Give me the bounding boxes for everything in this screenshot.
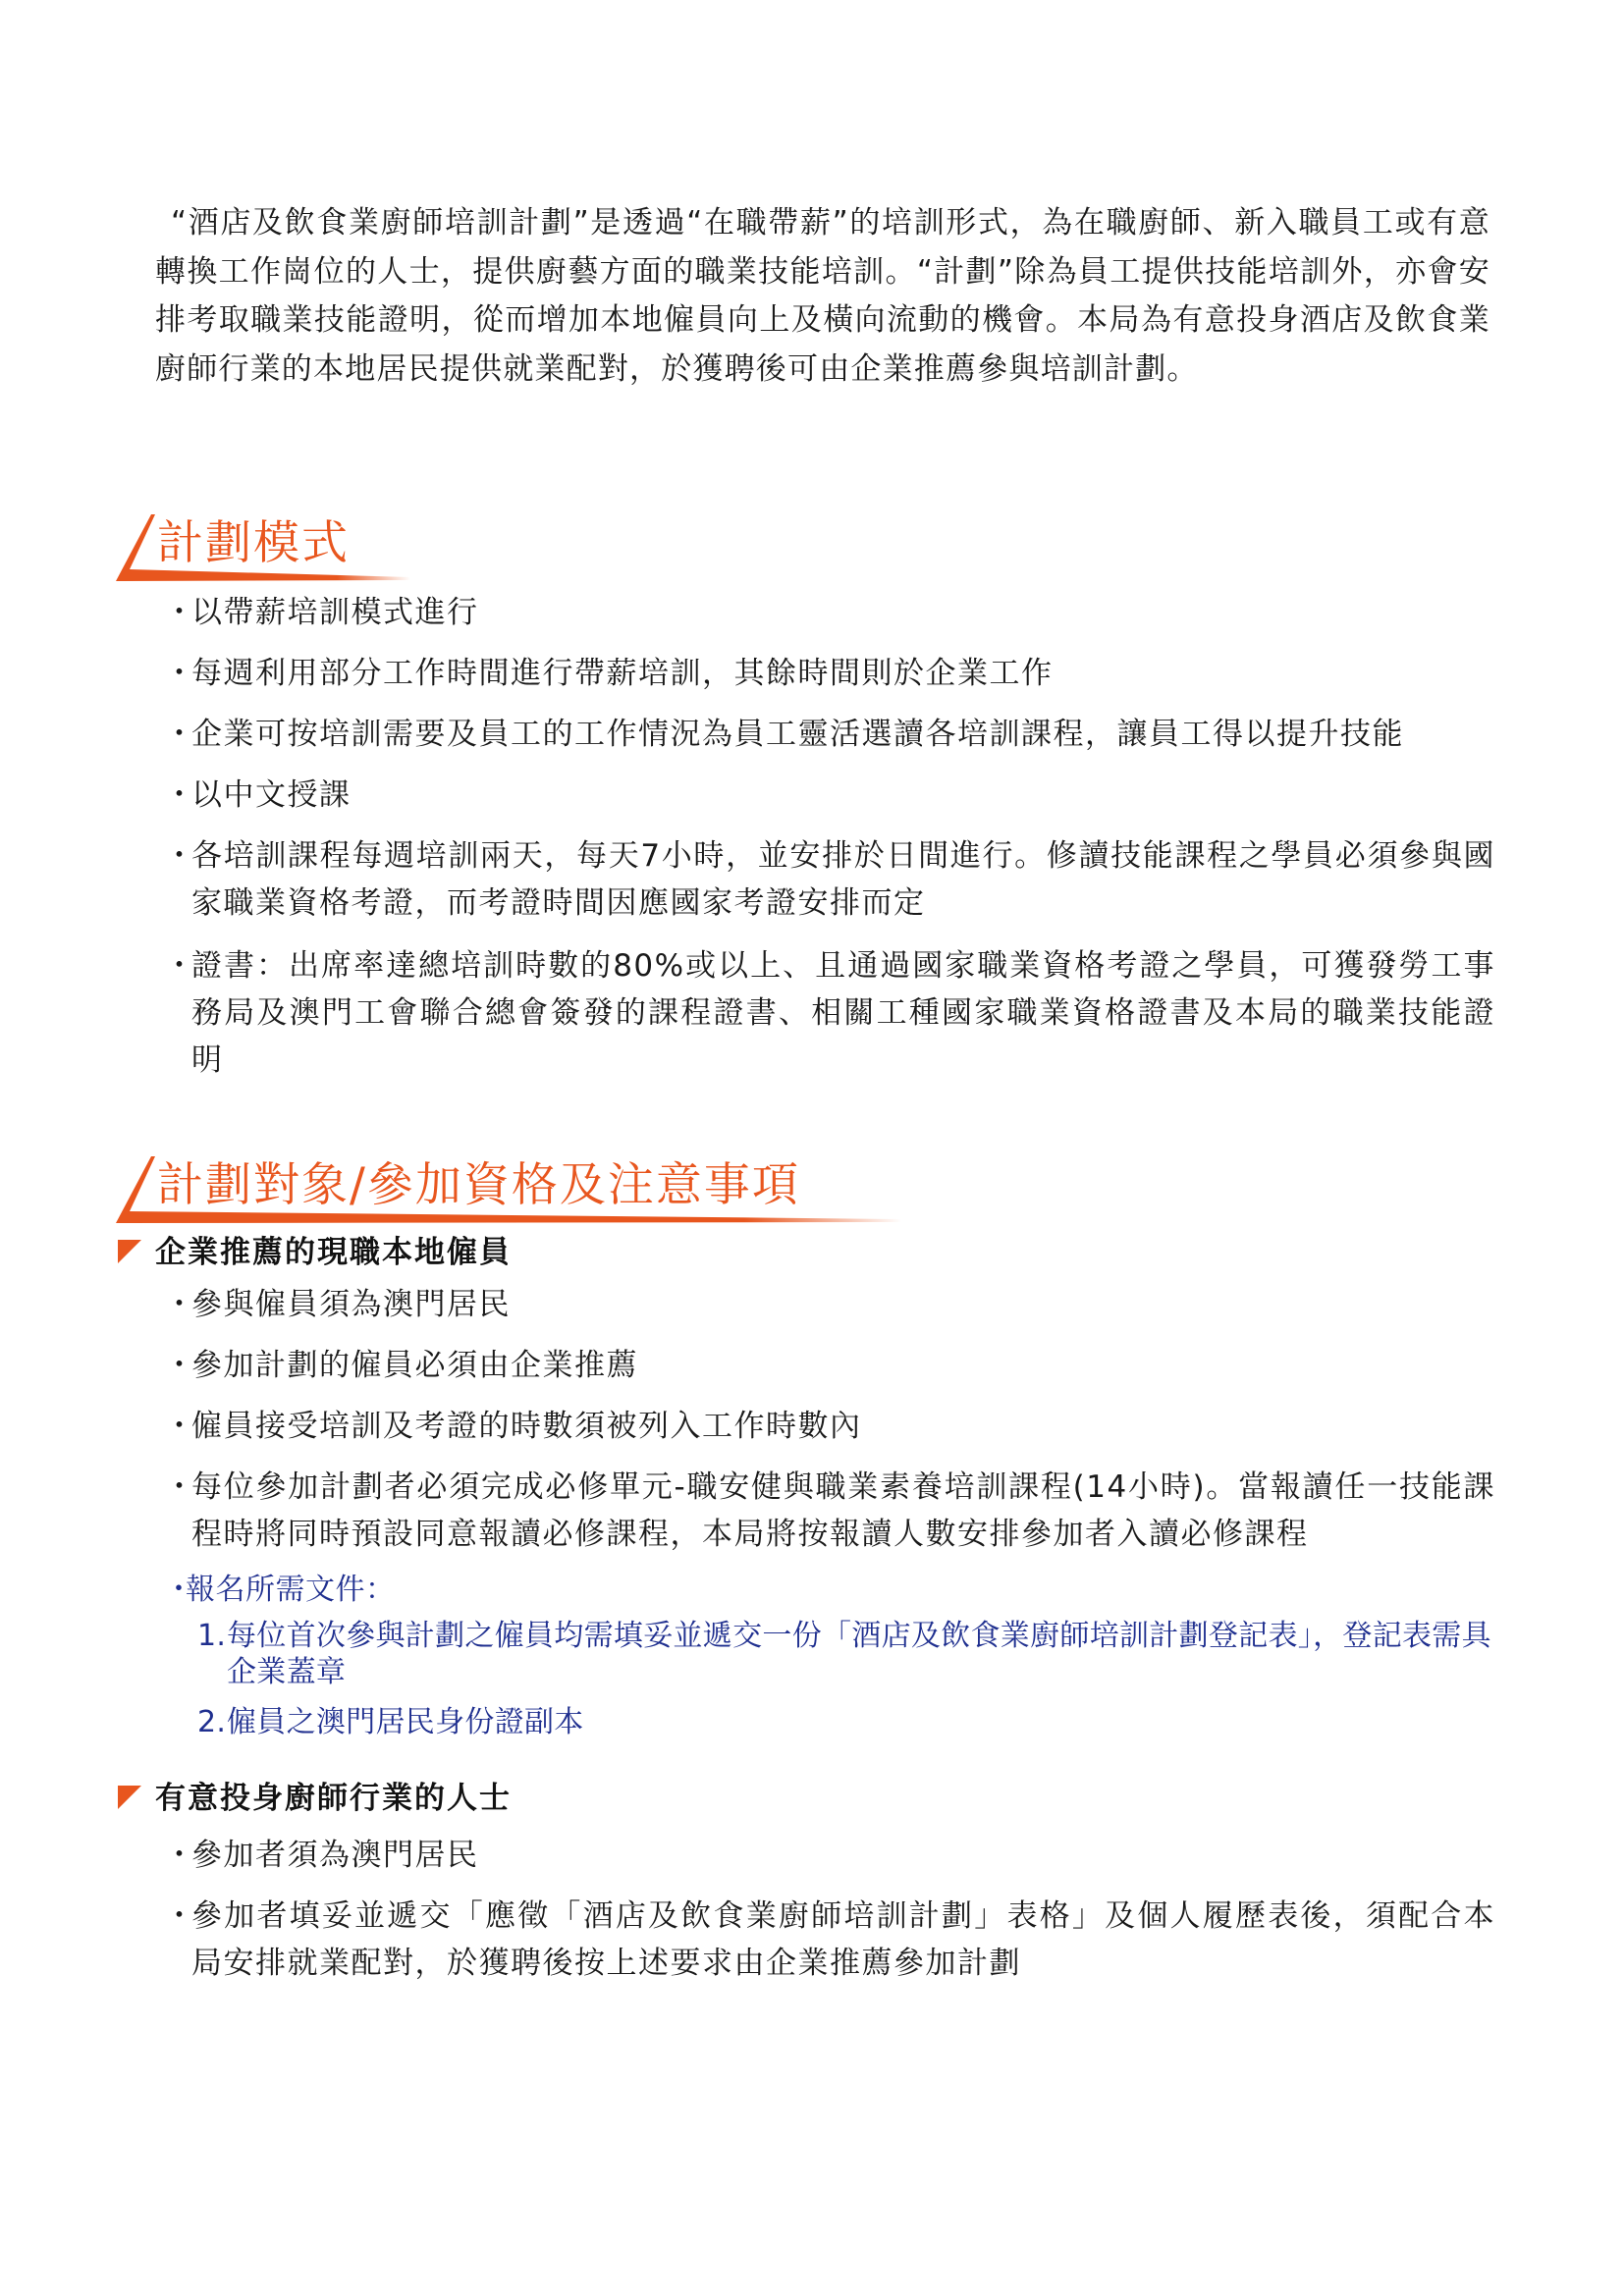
section-heading-mode: [116, 508, 410, 587]
list-item: [160, 942, 1495, 1084]
list-item: [160, 832, 1495, 927]
list-item-text: 參加者填妥並遞交「應徵「酒店及飲食業廚師培訓計劃」表格」及個人履歷表後，須配合本局安排就業配對，於獲聘後按上述要求由企業推薦參加計劃: [191, 1898, 1495, 1981]
subsection-heading-newcomers: [118, 1779, 512, 1818]
bullet-icon: ・: [164, 1348, 196, 1383]
bullet-icon: ・: [164, 595, 196, 630]
list-item-text: 參加者須為澳門居民: [191, 1838, 479, 1873]
documents-list: [197, 1618, 1495, 1740]
list-item-text: 每週利用部分工作時間進行帶薪培訓，其餘時間則於企業工作: [191, 656, 1054, 691]
triangle-marker-icon: [118, 1786, 141, 1809]
list-item-text: 以帶薪培訓模式進行: [191, 595, 479, 630]
document-text: 每位首次參與計劃之僱員均需填妥並遞交一份「酒店及飲食業廚師培訓計劃登記表」，登記表需具企業蓋章: [227, 1619, 1491, 1689]
list-item: [160, 1893, 1495, 1987]
triangle-marker-icon: [118, 1240, 141, 1263]
list-item: [160, 711, 1495, 759]
newcomers-bullet-list: [160, 1832, 1495, 1987]
list-item: [160, 1403, 1495, 1451]
subsection-title: 有意投身廚師行業的人士: [155, 1781, 512, 1816]
list-item: [160, 772, 1495, 820]
subsection-title: 企業推薦的現職本地僱員: [155, 1235, 512, 1270]
bullet-icon: ・: [164, 717, 196, 752]
document-number: 2.: [197, 1705, 227, 1739]
mode-bullet-list: [160, 589, 1495, 1084]
bullet-icon: ・: [164, 1469, 196, 1505]
list-item-text: 每位參加計劃者必須完成必修單元-職安健與職業素養培訓課程(14小時)。當報讀任一技能課程時將同時預設同意報讀必修課程，本局將按報讀人數安排參加者入讀必修課程: [191, 1469, 1495, 1552]
required-documents: [160, 1569, 1495, 1754]
documents-title: [160, 1569, 1495, 1612]
document-item: [197, 1704, 1495, 1740]
list-item-text: 參與僱員須為澳門居民: [191, 1287, 511, 1322]
employees-bullet-list: [160, 1281, 1495, 1558]
document-text: 僱員之澳門居民身份證副本: [227, 1705, 584, 1739]
section-heading-eligibility: [116, 1150, 901, 1229]
section-title: 計劃模式: [157, 516, 350, 570]
subsection-heading-employees: [118, 1233, 512, 1272]
bullet-icon: ・: [164, 1898, 196, 1934]
list-item: [160, 1464, 1495, 1558]
section-title: 計劃對象/參加資格及注意事項: [157, 1158, 800, 1212]
list-item-text: 參加計劃的僱員必須由企業推薦: [191, 1348, 638, 1383]
bullet-icon: ・: [164, 1409, 196, 1444]
list-item: [160, 1832, 1495, 1880]
document-item: [197, 1618, 1495, 1690]
list-item-text: 各培訓課程每週培訓兩天，每天7小時，並安排於日間進行。修讀技能課程之學員必須參與國家職業資格考證，而考證時間因應國家考證安排而定: [191, 838, 1495, 921]
document-number: 1.: [197, 1619, 227, 1653]
list-item: [160, 1281, 1495, 1329]
list-item-text: 證書：出席率達總培訓時數的80%或以上、且通過國家職業資格考證之學員，可獲發勞工事務局及澳門工會聯合總會簽發的課程證書、相關工種國家職業資格證書及本局的職業技能證明: [191, 948, 1495, 1078]
list-item: [160, 650, 1495, 698]
bullet-icon: ・: [164, 948, 196, 984]
list-item: [160, 589, 1495, 637]
list-item: [160, 1342, 1495, 1390]
bullet-icon: ・: [164, 838, 196, 874]
list-item-text: 以中文授課: [191, 777, 352, 813]
list-item-text: 企業可按培訓需要及員工的工作情況為員工靈活選讀各培訓課程，讓員工得以提升技能: [191, 717, 1404, 752]
intro-paragraph: “酒店及飲食業廚師培訓計劃”是透過“在職帶薪”的培訓形式，為在職廚師、新入職員工或有意轉換工作崗位的人士，提供廚藝方面的職業技能培訓。“計劃”除為員工提供技能培訓外，亦會安排考取職業技能證明，從而增加本地僱員向上及橫向流動的機會。本局為有意投身酒店及飲食業廚師行業的本地居民提供就業配對，於獲聘後可由企業推薦參與培訓計劃。: [155, 205, 1490, 387]
bullet-icon: ・: [164, 1287, 196, 1322]
bullet-icon: ・: [164, 656, 196, 691]
bullet-icon: ・: [164, 1838, 196, 1873]
bullet-icon: ・: [164, 1573, 194, 1607]
list-item-text: 僱員接受培訓及考證的時數須被列入工作時數內: [191, 1409, 862, 1444]
documents-title-text: 報名所需文件：: [186, 1573, 396, 1607]
bullet-icon: ・: [164, 777, 196, 813]
